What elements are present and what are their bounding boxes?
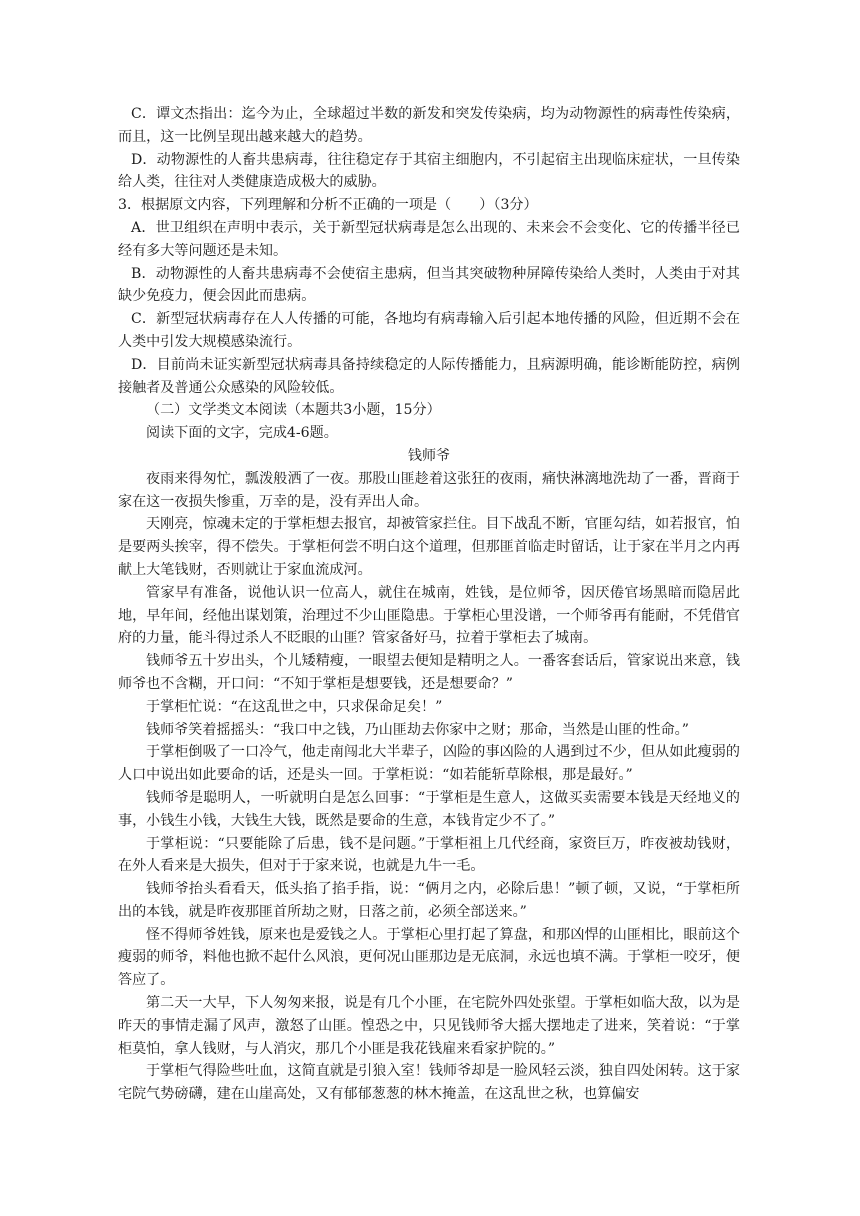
paragraph: 于掌柜说：“只要能除了后患，钱不是问题。”于掌柜祖上几代经商，家资巨万，昨夜被劫钱财，在外人看来是大损失，但对于于家来说，也就是九牛一毛。: [118, 835, 740, 875]
paragraph: A．世卫组织在声明中表示，关于新型冠状病毒是怎么出现的、未来会不会变化、它的传播半径已经有多大等问题还是未知。: [118, 219, 740, 259]
paragraph: D．动物源性的人畜共患病毒，往往稳定存于其宿主细胞内，不引起宿主出现临床症状，一旦传染给人类，往往对人类健康造成极大的威胁。: [118, 151, 740, 191]
paragraph: 钱师爷五十岁出头，个儿矮精瘦，一眼望去便知是精明之人。一番客套话后，管家说出来意，钱师爷也不含糊，开口问：“不知于掌柜是想要钱，还是想要命？”: [118, 653, 740, 692]
paragraph: C．新型冠状病毒存在人人传播的可能，各地均有病毒输入后引起本地传播的风险，但近期不会在人类中引发大规模感染流行。: [118, 311, 740, 350]
paragraph: 第二天一大早，下人匆匆来报，说是有几个小匪，在宅院外四处张望。于掌柜如临大敌，以为是昨天的事情走漏了风声，激怒了山匪。惶恐之中，只见钱师爷大摇大摆地走了进来，笑着说：“于掌柜莫怕，拿人钱财，与人消灾，那几个小匪是我花钱雇来看家护院的。”: [118, 995, 740, 1057]
paragraph: 阅读下面的文字，完成4-6题。: [146, 425, 338, 442]
paragraph: 怪不得师爷姓钱，原来也是爱钱之人。于掌柜心里打起了算盘，和那凶悍的山匪相比，眼前这个瘦弱的师爷，料他也掀不起什么风浪，更何况山匪那边是无底洞，永远也填不满。于掌柜一咬牙，便答应了。: [118, 926, 740, 989]
paragraph: （二）文学类文本阅读（本题共3小题，15分）: [146, 402, 441, 419]
paragraph: 3．根据原文内容，下列理解和分析不正确的一项是（ ）（3分）: [118, 197, 538, 214]
paragraph: 管家早有准备，说他认识一位高人，就住在城南，姓钱，是位师爷，因厌倦官场黑暗而隐居此地，早年间，经他出谋划策，治理过不少山匪隐患。于掌柜心里没谱，一个师爷再有能耐，不凭借官府的力量，能斗得过杀人不眨眼的山匪？管家备好马，拉着于掌柜去了城南。: [118, 584, 740, 647]
paragraph: 于掌柜气得险些吐血，这简直就是引狼入室！钱师爷却是一脸风轻云淡，独自四处闲转。这于家宅院气势磅礴，建在山崖高处，又有郁郁葱葱的林木掩盖，在这乱世之秋，也算偏安: [118, 1063, 740, 1103]
paragraph: 钱师爷笑着摇摇头：“我口中之钱，乃山匪劫去你家中之财；那命，当然是山匪的性命。”: [146, 721, 689, 738]
story-title: 钱师爷: [407, 447, 451, 464]
paragraph: 钱师爷抬头看看天，低头掐了掐手指，说：“俩月之内，必除后患！”顿了顿，又说，“于掌柜所出的本钱，就是昨夜那匪首所劫之财，日落之前，必须全部送来。”: [118, 881, 740, 920]
paragraph: 钱师爷是聪明人，一听就明白是怎么回事：“于掌柜是生意人，这做买卖需要本钱是天经地义的事，小钱生小钱，大钱生大钱，既然是要命的生意，本钱肯定少不了。”: [118, 789, 740, 829]
paragraph: 于掌柜忙说：“在这乱世之中，只求保命足矣！”: [146, 698, 443, 715]
paragraph: 于掌柜倒吸了一口冷气，他走南闯北大半辈子，凶险的事凶险的人遇到过不少，但从如此瘦弱的人口中说出如此要命的话，还是头一回。于掌柜说：“如若能斩草除根，那是最好。”: [118, 744, 740, 784]
paragraph: D．目前尚未证实新型冠状病毒具备持续稳定的人际传播能力，且病源明确，能诊断能防控，病例接触者及普通公众感染的风险较低。: [118, 356, 740, 396]
paragraph: 夜雨来得匆忙，瓢泼般洒了一夜。那股山匪趁着这张狂的夜雨，痛快淋漓地洗劫了一番，晋商于家在这一夜损失惨重，万幸的是，没有弄出人命。: [118, 470, 740, 510]
paragraph: B．动物源性的人畜共患病毒不会使宿主患病，但当其突破物种屏障传染给人类时，人类由于对其缺少免疫力，便会因此而患病。: [118, 265, 740, 305]
document-page: [118, 103, 740, 1106]
paragraph: 天刚亮，惊魂未定的于掌柜想去报官，却被管家拦住。目下战乱不断，官匪勾结，如若报官，怕是要两头挨宰，得不偿失。于掌柜何尝不明白这个道理，但那匪首临走时留话，让于家在半月之内再献上大笔钱财，否则就让于家血流成河。: [118, 516, 740, 578]
paragraph: C．谭文杰指出：迄今为止，全球超过半数的新发和突发传染病，均为动物源性的病毒性传染病，而且，这一比例呈现出越来越大的趋势。: [118, 106, 740, 145]
